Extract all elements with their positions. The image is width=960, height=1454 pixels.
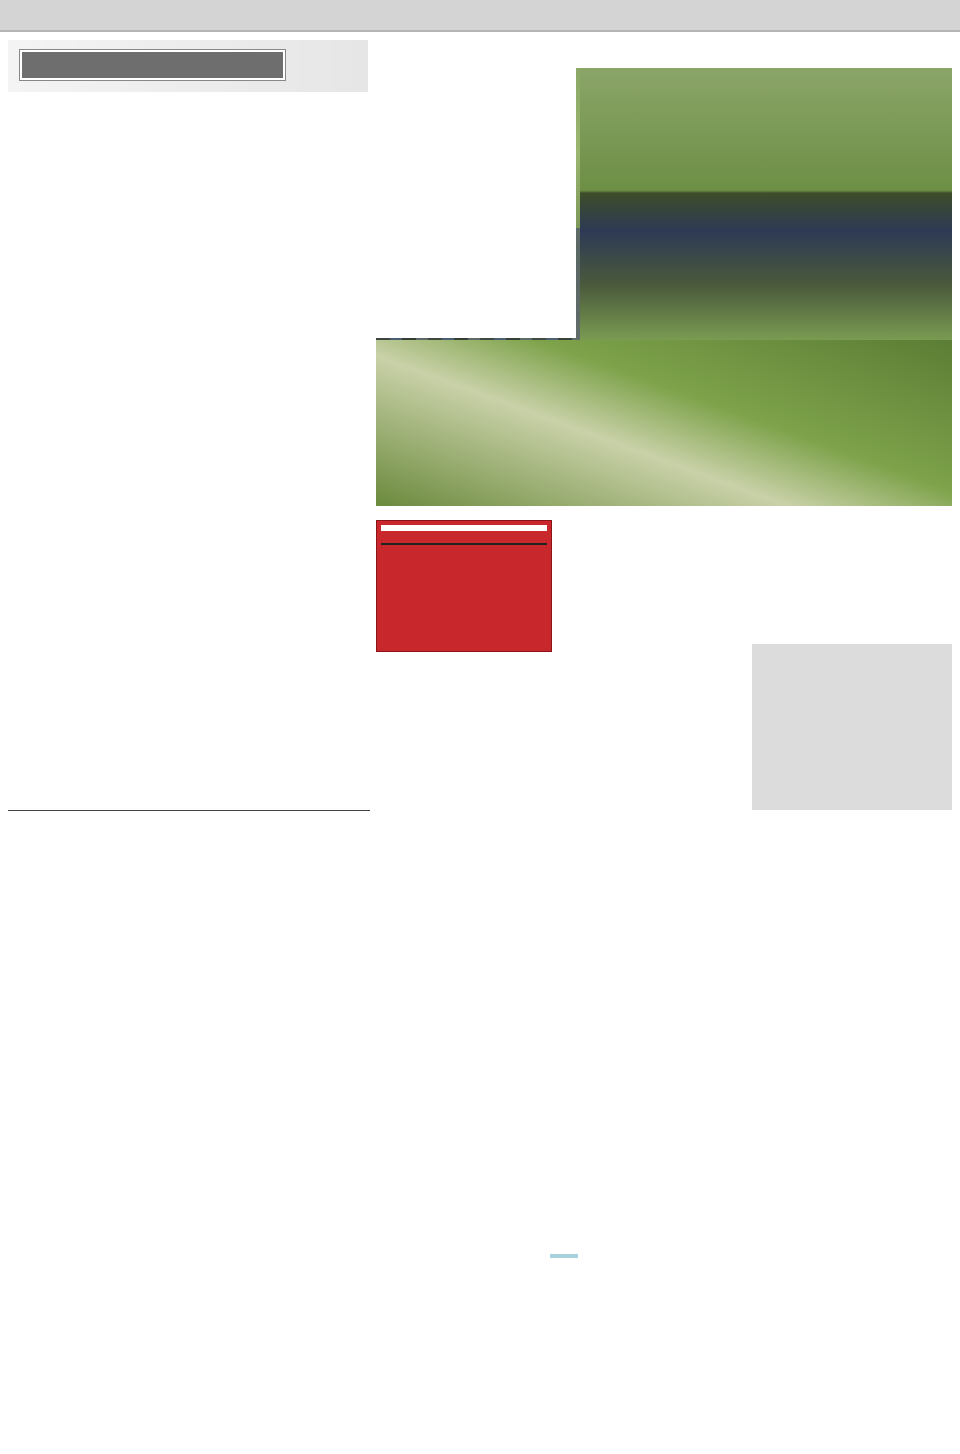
- mila-box: [752, 644, 952, 810]
- memorial-p2: [560, 520, 740, 652]
- pozvanky-article: [380, 1078, 748, 1238]
- kdo-title-bar: [380, 1250, 748, 1272]
- reader-letters-left: [8, 118, 189, 790]
- crossword: [8, 1076, 370, 1426]
- pisete-logo-text: [22, 52, 283, 56]
- reader-letters-mid: [198, 118, 370, 790]
- impressum: [752, 1136, 952, 1448]
- memorial-p4: [748, 520, 952, 642]
- kdo-article: [380, 1276, 748, 1448]
- ad-tel: [377, 545, 551, 549]
- memorial-photo-main: [580, 68, 952, 340]
- podekovani-article: [752, 868, 952, 1130]
- ad-title: [381, 525, 547, 531]
- page-header: [0, 0, 960, 32]
- ad-body: [377, 535, 551, 543]
- kdo-title: [550, 1254, 578, 1258]
- ad-pisky[interactable]: [376, 520, 552, 652]
- crossword-grid: [8, 1076, 370, 1426]
- horovice-article: [376, 694, 748, 1038]
- rijnove-teploty: [8, 806, 370, 1036]
- pisete-banner: [8, 40, 368, 92]
- rijnove-box: [8, 810, 370, 814]
- memorial-lead-block: [376, 68, 576, 338]
- pisete-logo: [20, 50, 285, 80]
- memorial-photo-hoses: [376, 340, 952, 506]
